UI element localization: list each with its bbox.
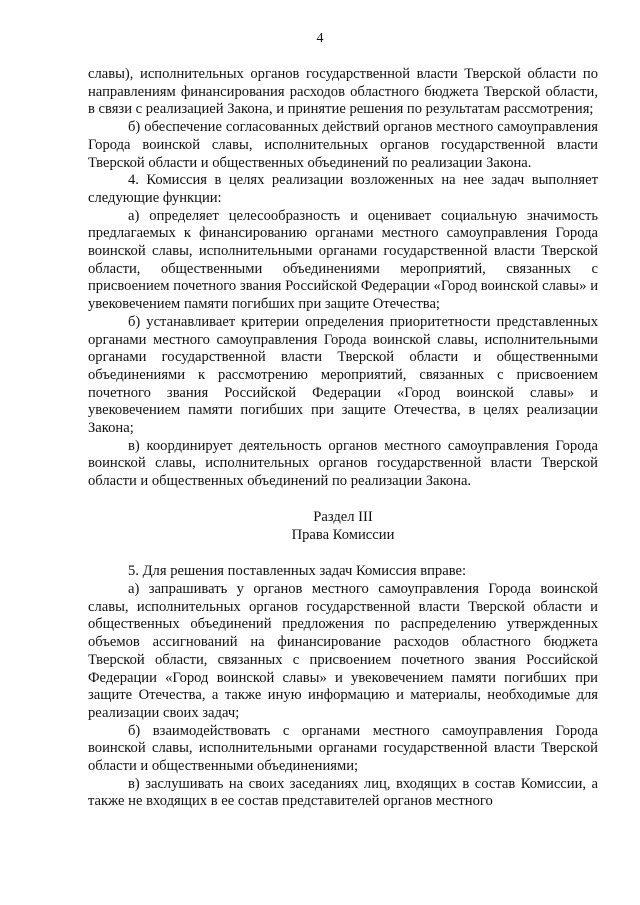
paragraph-clause-5: 5. Для решения поставленных задач Комиссия вправе:: [128, 563, 467, 580]
paragraph-item-b-criteria: б) устанавливает критерии определения приоритетности представленных органами местного самоуправления Города воинской славы, исполнительными органами государственной власти Тверской области и общественными объединениями к рассмотрению мероприятий, связанных с присвоением почетного звания Российской Федерации «Город воинской славы» и увековечением памяти погибших при защите Отечества, в целях реализации Закона;: [88, 313, 598, 437]
paragraph-clause-4: 4. Комиссия в целях реализации возложенных на нее задач выполняет следующие функции:: [88, 172, 598, 206]
section-title: Права Комиссии: [291, 526, 395, 543]
paragraph-continuation: славы), исполнительных органов государственной власти Тверской области по направлениям финансирования расходов областного бюджета Тверской области, в связи с реализацией Закона, и принятие решения по результатам рассмотрения;: [88, 66, 598, 118]
page-number: 4: [316, 31, 324, 46]
section-heading: [88, 509, 598, 544]
paragraph-item-b-ensure: б) обеспечение согласованных действий органов местного самоуправления Города воинской славы, исполнительных органов государственной власти Тверской области и общественных объединений по реализации Закона.: [88, 119, 598, 171]
section-number: Раздел III: [313, 508, 373, 525]
paragraph-item-b-interact: б) взаимодействовать с органами местного самоуправления Города воинской славы, исполнительными органами государственной власти Тверской области и общественными объединениями;: [88, 722, 598, 775]
document-body: [88, 66, 598, 811]
paragraph-item-a-determine: а) определяет целесообразность и оценивает социальную значимость предлагаемых к финансированию органами местного самоуправления Города воинской славы, исполнительными органами государственной власти Тверской области, общественными объединениями мероприятий, связанных с присвоением почетного звания Российской Федерации «Город воинской славы» и увековечением памяти погибших при защите Отечества;: [88, 207, 598, 313]
paragraph-item-a-request: а) запрашивать у органов местного самоуправления Города воинской славы, исполнительных органов государственной власти Тверской области и общественных объединений предложения по распределению утвержденных объемов ассигнований на финансирование расходов областного бюджета Тверской области, связанных с присвоением почетного звания Российской Федерации «Город воинской славы» и увековечением памяти погибших при защите Отечества, а также иную информацию и материалы, необходимые для реализации своих задач;: [88, 580, 598, 721]
paragraph-item-c-coordinate: в) координирует деятельность органов местного самоуправления Города воинской славы, исполнительных органов государственной власти Тверской области и общественных объединений по реализации Закона.: [88, 437, 598, 490]
paragraph-item-c-hear: в) заслушивать на своих заседаниях лиц, входящих в состав Комиссии, а также не входящих в ее состав представителей органов местного: [88, 775, 598, 810]
